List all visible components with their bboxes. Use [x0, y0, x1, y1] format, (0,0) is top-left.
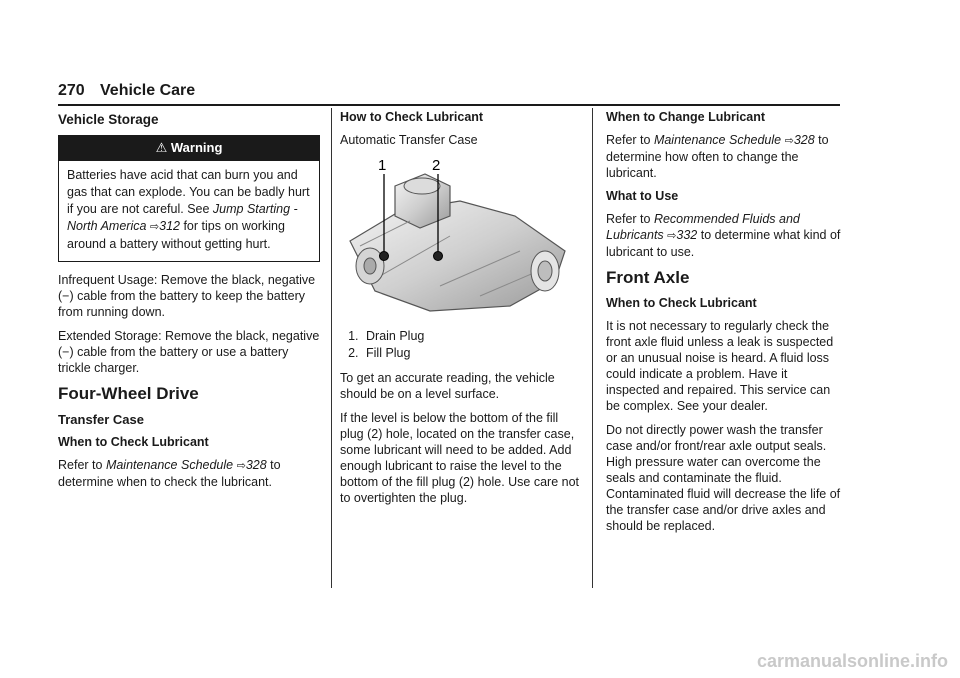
refer-schedule-paragraph: Refer to Maintenance Schedule ⇨328 to determine when to check the lubricant.: [58, 458, 281, 489]
infrequent-usage-paragraph: Infrequent Usage: Remove the black, negative (−) cable from the battery to keep the battery from running down.: [58, 273, 316, 319]
page-number: 270: [58, 82, 85, 99]
extended-storage-paragraph: Extended Storage: Remove the black, negative (−) cable from the battery or use a battery trickle charger.: [58, 329, 320, 375]
callout-2: 2: [432, 157, 441, 174]
warning-text: Batteries have acid that can burn you and gas that can explode. You can be badly hurt if you are not careful. See Jump Starting - North America ⇨312 for tips on working around a battery without getting hurt.: [67, 168, 310, 251]
list-item: 2. Fill Plug: [362, 345, 580, 362]
page-ref-328[interactable]: 328: [245, 458, 267, 472]
jump-starting-link[interactable]: Jump Starting - North America: [67, 202, 298, 233]
warning-box: [58, 135, 320, 262]
page-ref-arrow-icon: ⇨: [667, 230, 677, 242]
column-divider-1: [331, 108, 332, 588]
page-ref-arrow-icon: ⇨: [149, 221, 160, 233]
section-title: Vehicle Care: [100, 82, 196, 99]
front-axle-check-heading: When to Check Lubricant: [606, 296, 757, 310]
warning-triangle-icon: ⚠: [155, 140, 168, 155]
column-3: [606, 108, 842, 542]
page-ref-312[interactable]: 312: [159, 219, 180, 233]
column-2: [340, 108, 580, 514]
recommended-fluids-link[interactable]: Recommended Fluids and Lubricants: [606, 212, 800, 242]
how-to-check-heading: How to Check Lubricant: [340, 110, 484, 124]
fill-level-paragraph: If the level is below the bottom of the fill plug (2) hole, located on the transfer case, some lubricant will need to be added. Add enough lubricant to raise the level to the bottom of the fill plug (2) hole. Use care not to overtighten the plug.: [340, 411, 580, 505]
transfer-case-heading: Transfer Case: [58, 412, 144, 427]
page-header: [58, 82, 840, 106]
transfer-case-illustration: [340, 156, 580, 316]
maintenance-schedule-link[interactable]: Maintenance Schedule: [653, 133, 782, 147]
what-to-use-heading: What to Use: [606, 189, 679, 203]
page-ref-arrow-icon: ⇨: [236, 460, 246, 472]
watermark: carmanualsonline.info: [756, 651, 948, 671]
maintenance-schedule-link[interactable]: Maintenance Schedule: [105, 458, 234, 472]
vehicle-storage-heading: Vehicle Storage: [58, 112, 159, 127]
column-divider-2: [592, 108, 593, 588]
four-wheel-drive-heading: Four-Wheel Drive: [58, 384, 199, 403]
page-ref-332[interactable]: 332: [676, 228, 698, 242]
warning-header: [59, 136, 319, 161]
when-to-check-heading: When to Check Lubricant: [58, 435, 209, 449]
power-wash-paragraph: Do not directly power wash the transfer case and/or front/rear axle output seals. High pressure water can overcome the seals and contaminate the fluid. Contaminated fluid will decrease the life of the transfer case and/or drive axles and should be replaced.: [606, 423, 841, 533]
front-axle-heading: Front Axle: [606, 268, 690, 287]
column-1: [58, 108, 320, 498]
transfer-case-drawing: [340, 156, 580, 316]
callout-list: [340, 328, 580, 362]
page-ref-328[interactable]: 328: [793, 133, 815, 147]
accurate-reading-paragraph: To get an accurate reading, the vehicle should be on a level surface.: [340, 371, 555, 401]
recommended-fluids-paragraph: Refer to Recommended Fluids and Lubricants ⇨332 to determine what kind of lubricant to use.: [606, 212, 841, 259]
automatic-transfer-case-label: Automatic Transfer Case: [340, 133, 478, 147]
change-schedule-paragraph: Refer to Maintenance Schedule ⇨328 to determine how often to change the lubricant.: [606, 133, 829, 180]
warning-title: Warning: [170, 140, 223, 155]
callout-1: 1: [378, 157, 387, 174]
page-ref-arrow-icon: ⇨: [784, 135, 794, 147]
when-to-change-heading: When to Change Lubricant: [606, 110, 766, 124]
front-axle-fluid-paragraph: It is not necessary to regularly check the front axle fluid unless a leak is suspected or an unusual noise is heard. A fluid loss could indicate a problem. Have it inspected and repaired. This service can be complex. See your dealer.: [606, 319, 834, 413]
warning-body: [59, 161, 319, 261]
list-item: 1. Drain Plug: [362, 328, 580, 345]
